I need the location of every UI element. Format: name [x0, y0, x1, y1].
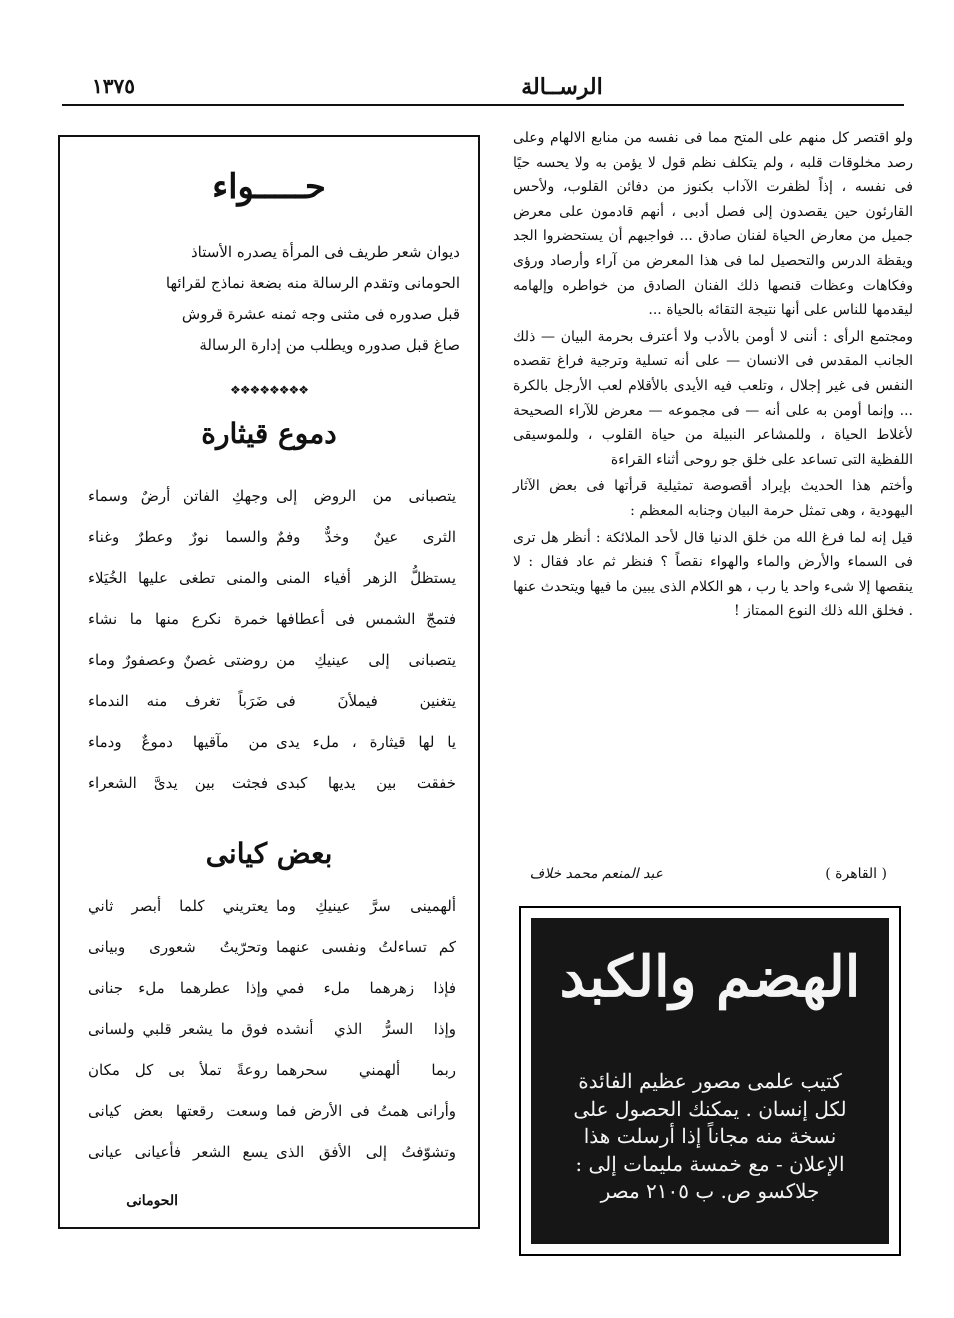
first-hemistich: فتمجّ الشمس فى أعطافها — [276, 610, 456, 628]
book-announcement — [78, 237, 460, 361]
journal-name: الرســالة — [521, 74, 603, 100]
verse — [60, 479, 478, 520]
ad-title: الهضم والكبد — [559, 944, 861, 1010]
first-hemistich: فإذا زهرهما ملء فمي — [276, 979, 456, 997]
verse — [60, 1094, 478, 1135]
second-hemistich: وجهكِ الفاتن أرضٌ وسماء — [88, 487, 268, 505]
ad-line: لكل إنسان . يمكنك الحصول على — [573, 1096, 847, 1121]
second-hemistich: من مآقيها دموعٌ ودماء — [88, 733, 268, 751]
ad-line: الإعلان - مع خمسة مليمات إلى : — [575, 1151, 845, 1176]
first-hemistich: يا لها قيثارة ، ملء يدى — [276, 733, 456, 751]
page-header — [62, 74, 904, 104]
ad-line: كتيب علمى مصور عظيم الفائدة — [578, 1069, 842, 1093]
verse — [60, 725, 478, 766]
second-hemistich: وإذا عطرهما ملء جنانى — [88, 979, 268, 997]
first-hemistich: يستظلُّ الزهر أفياء المنى — [276, 569, 456, 587]
verse — [60, 971, 478, 1012]
verse — [60, 602, 478, 643]
second-hemistich: يعتريني كلما أبصر ثاني — [88, 897, 268, 915]
second-hemistich: وسعت رقعتها بعض كيانى — [88, 1102, 268, 1120]
ad-text — [545, 1068, 875, 1206]
header-rule — [62, 104, 904, 106]
first-hemistich: يتصبانى إلى عينيكِ من — [276, 651, 456, 669]
page-number: ١٣٧٥ — [92, 74, 135, 98]
poetry-box — [58, 135, 480, 1229]
poem-title: دموع قيثارة — [201, 417, 337, 450]
first-hemistich: يتغنين فيملأنَ فى — [276, 692, 456, 710]
book-title: حـــــواء — [212, 167, 326, 207]
first-hemistich: ألهمينى سرَّ عينيكِ وما — [276, 897, 456, 915]
advertisement — [519, 906, 901, 1256]
verse — [60, 1053, 478, 1094]
second-hemistich: ضَرَباً تغرف منه الندماء — [88, 692, 268, 710]
first-hemistich: كم تساءلتُ ونفسى عنهما — [276, 938, 456, 956]
second-hemistich: خمرة نكرع منها ما نشاء — [88, 610, 268, 628]
first-hemistich: يتصبانى من الروض إلى — [276, 487, 456, 505]
first-hemistich: وأرانى همتُ فى الأرض فما — [276, 1102, 456, 1120]
first-hemistich: وتشوّفتُ إلى الأفق الذى — [276, 1143, 456, 1161]
verse — [60, 889, 478, 930]
first-hemistich: وإذا السرُّ الذي أنشده — [276, 1020, 456, 1038]
poem — [60, 479, 478, 807]
second-hemistich: فجثت بين يدىَّ الشعراء — [88, 774, 268, 792]
ornament-divider: ❖❖❖❖❖❖❖❖ — [229, 383, 309, 397]
first-hemistich: ربما ألهمني سحرهما — [276, 1061, 456, 1079]
second-hemistich: والسما نورٌ وعطرٌ وغناء — [88, 528, 268, 546]
poet-name: الحومانى — [126, 1193, 178, 1209]
verse — [60, 520, 478, 561]
article-paragraph: قيل إنه لما فرغ الله من خلق الدنيا قال لأحد الملائكة : أنظر هل ترى فى السماء والأرض والماء والهواء نقصاً ؟ فنظر ثم عاد فقال : لا ينقصها إلا شىء واحد يا رب ، هو الكلام الذى يبين ما فيها ويتحدث عنها . فخلق الله ذلك النوع الممتاز ! — [513, 529, 913, 620]
announcement-line: صاغ قبل صدوره ويطلب من إدارة الرسالة — [199, 336, 460, 354]
article-signature — [513, 864, 913, 892]
announcement-line: ديوان شعر طريف فى المرأة يصدره الأستاذ — [190, 243, 460, 261]
verse — [60, 643, 478, 684]
advertisement-panel — [531, 918, 889, 1244]
article-paragraph: وأختم هذا الحديث بإيراد أقصوصة تمثيلية قرأتها فى بعض الآثار اليهودية ، وهى تمثل حرمة البيان وجنابه المعظم : — [513, 478, 913, 519]
article-paragraph: ولو اقتصر كل منهم على المتح مما فى نفسه من منابع الالهام وعلى رصد مخلوقات قلبه ، ولم يتكلف نظم قول لا يؤمن به ولا يحسه حيًا فى نفسه ، إذاً لظفرت الآداب بكنوز من دفائن القلوب، ولأحس القارئون حين يقصدون إلى فصل أدبى ، أنهم قادمون على معرض جميل من معارض الحياة لفنان صادق ... فواجبهم أن يستحضروا الجد ويقظة الدرس والتحصيل لما فى هذا المعرض من آراء وأرصاد ورؤى وفكاهات وعظات قنصها ذلك الفنان الصادق من خواطره وإلهامه ليقدمها للناس على أنها نتيجة التقائه بالحياة ... — [513, 130, 913, 319]
first-hemistich: خفقت بين يديها كبدى — [276, 774, 456, 792]
poem — [60, 889, 478, 1176]
second-hemistich: يسع الشعر فأعيانى عيانى — [88, 1143, 268, 1161]
verse — [60, 561, 478, 602]
verse — [60, 930, 478, 971]
verse — [60, 766, 478, 807]
announcement-line: قبل صدوره فى مثنى وجه ثمنه عشرة قروش — [181, 305, 460, 323]
article-column — [513, 126, 913, 626]
ad-line: جلاكسو ص. ب ٢١٠٥ مصر — [600, 1179, 820, 1203]
author-city: ( القاهرة ) — [825, 866, 887, 882]
verse — [60, 684, 478, 725]
second-hemistich: والمنى تطغى عليها الخُيَلاء — [88, 569, 268, 587]
article-paragraph: ومجتمع الرأى : أننى لا أومن بالأدب ولا أعترف بحرمة البيان — ذلك الجانب المقدس فى الانسان — على أنه تسلية وترجية فراغ تقصده النفس فى غير إجلال ، وتلعب فيه الأيدى بالأقلام لعب الأرجل بالكرة ... وإنما أومن به على أنه — فى مجموعه — معرض للآراء الصحيحة لأغلاط الحياة ، وللمشاعر النبيلة من حياة القلوب ، وللموسيقى اللفظية التى تساعد على خلق جو روحى أثناء القراءة — [513, 328, 913, 468]
second-hemistich: فوق ما يشعر قلبي ولسانى — [88, 1020, 268, 1038]
second-hemistich: روعةً تملأ بى كل مكان — [88, 1061, 268, 1079]
second-hemistich: روضتى غصنٌ وعصفورٌ وماء — [88, 651, 268, 669]
poem-title: بعض كيانى — [205, 837, 333, 870]
announcement-line: الحومانى وتقدم الرسالة منه بضعة نماذج لقرائها — [165, 274, 460, 292]
verse — [60, 1012, 478, 1053]
second-hemistich: وتحرّيتُ شعورى وبيانى — [88, 938, 268, 956]
first-hemistich: الثرى عينٌ وخدٌّ وفمٌ — [276, 528, 456, 546]
author-name: عبد المنعم محمد خلاف — [529, 866, 663, 882]
verse — [60, 1135, 478, 1176]
ad-line: نسخة منه مجاناً إذا أرسلت هذا — [583, 1124, 837, 1148]
